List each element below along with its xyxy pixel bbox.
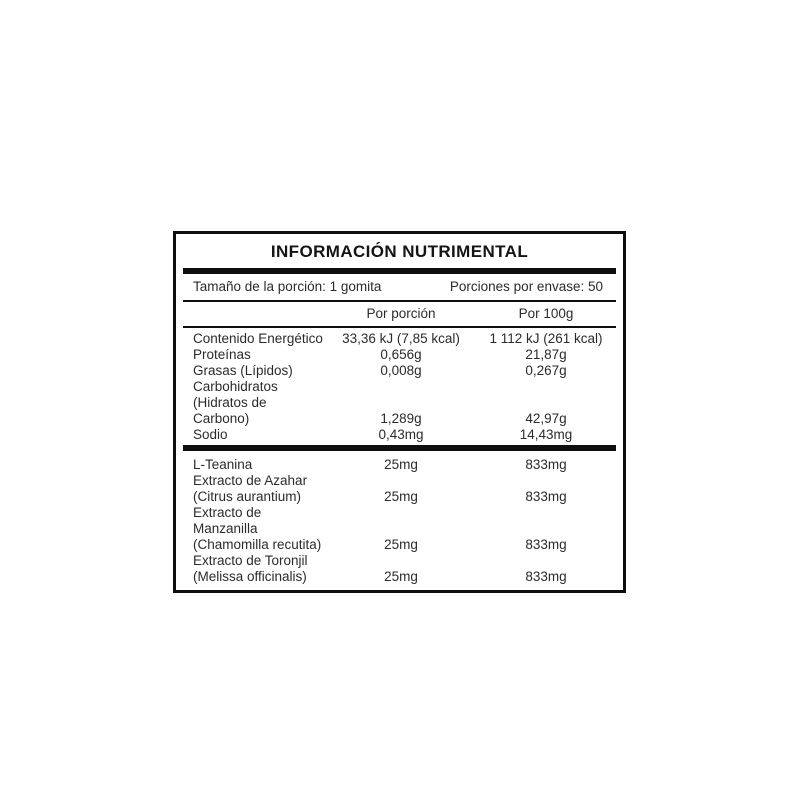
supplement-row: [183, 505, 616, 553]
nutrient-name: Grasas (Lípidos): [193, 363, 293, 378]
per-100g-value: 0,267g: [525, 363, 567, 378]
supplement-section: [176, 451, 623, 590]
column-header-per-serving: Por porción: [366, 306, 436, 321]
per-100g-value: 42,97g: [525, 411, 567, 426]
nutrient-row: [183, 427, 616, 443]
nutrient-name: Proteínas: [193, 347, 251, 362]
serving-info-row: [176, 274, 623, 300]
supplement-row: [183, 457, 616, 473]
per-100g-value: 833mg: [525, 569, 567, 584]
per-serving-value: 25mg: [384, 457, 418, 472]
per-100g-value: 833mg: [525, 489, 567, 504]
panel-title: INFORMACIÓN NUTRIMENTAL: [270, 242, 529, 261]
nutrient-name: Sodio: [193, 427, 228, 442]
supplement-name: Extracto de Azahar (Citrus aurantium): [193, 473, 308, 504]
per-serving-value: 25mg: [384, 537, 418, 552]
per-serving-value: 0,43mg: [378, 427, 424, 442]
per-100g-value: 833mg: [525, 457, 567, 472]
column-header-per-100g: Por 100g: [518, 306, 574, 321]
serving-size-text: Tamaño de la porción: 1 gomita: [193, 279, 382, 294]
supplement-name: L-Teanina: [193, 457, 253, 472]
supplement-row: [183, 553, 616, 585]
nutrient-name: Contenido Energético: [193, 331, 323, 346]
nutrient-row: [183, 379, 616, 427]
per-serving-value: 0,656g: [380, 347, 422, 362]
per-100g-value: 14,43mg: [519, 427, 573, 442]
per-serving-value: 1,289g: [380, 411, 422, 426]
supplement-name: Extracto de Toronjil (Melissa officinalis): [193, 553, 308, 584]
per-100g-value: 1 112 kJ (261 kcal): [489, 331, 603, 346]
nutrient-row: [183, 331, 616, 347]
supplement-name: Extracto de Manzanilla (Chamomilla recutita): [193, 505, 322, 552]
nutrient-row: [183, 347, 616, 363]
per-serving-value: 25mg: [384, 489, 418, 504]
per-serving-value: 33,36 kJ (7,85 kcal): [342, 331, 460, 346]
per-serving-value: 25mg: [384, 569, 418, 584]
column-header-row: [183, 302, 616, 326]
per-serving-value: 0,008g: [380, 363, 422, 378]
servings-per-container-text: Porciones por envase: 50: [449, 279, 603, 294]
nutrient-row: [183, 363, 616, 379]
per-100g-value: 21,87g: [525, 347, 567, 362]
nutrient-name: Carbohidratos (Hidratos de Carbono): [193, 379, 278, 426]
supplement-row: [183, 473, 616, 505]
nutrition-facts-panel: [173, 231, 626, 593]
nutrient-section: [176, 328, 623, 445]
per-100g-value: 833mg: [525, 537, 567, 552]
